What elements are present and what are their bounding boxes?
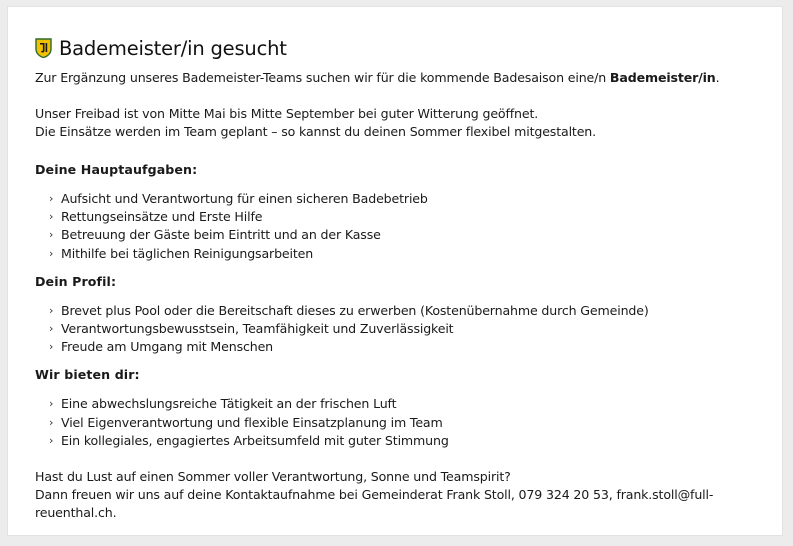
intro-paragraph (35, 69, 765, 87)
offer-list (35, 395, 765, 450)
municipal-crest-icon (35, 38, 52, 58)
season-line-2: Die Einsätze werden im Team geplant – so kannst du deinen Sommer flexibel mitgestalten. (35, 124, 596, 139)
section-heading-profile: Dein Profil: (35, 273, 117, 289)
chevron-right-icon: › (49, 210, 54, 224)
job-posting-card (7, 6, 783, 536)
list-item-text: Eine abwechslungsreiche Tätigkeit an der frischen Luft (61, 396, 397, 412)
list-item (49, 245, 765, 263)
list-item (49, 414, 765, 432)
list-item (49, 338, 765, 356)
closing-paragraph (35, 468, 765, 522)
list-item-text: Betreuung der Gäste beim Eintritt und an der Kasse (61, 227, 381, 243)
chevron-right-icon: › (49, 228, 54, 242)
list-item-text: Rettungseinsätze und Erste Hilfe (61, 209, 263, 225)
section-heading-tasks: Deine Hauptaufgaben: (35, 162, 198, 177)
chevron-right-icon: › (49, 433, 54, 447)
closing-line-2: Dann freuen wir uns auf deine Kontaktaufnahme bei Gemeinderat Frank Stoll, 079 324 20 53, frank.stoll@full-reuenthal.ch. (35, 487, 714, 521)
list-item-text: Freude am Umgang mit Menschen (61, 339, 274, 355)
list-item-text: Verantwortungsbewusstsein, Teamfähigkeit und Zuverlässigkeit (61, 321, 454, 337)
chevron-right-icon: › (49, 340, 54, 354)
list-item (49, 320, 765, 338)
list-item-text: Aufsicht und Verantwortung für einen sicheren Badebetrieb (61, 191, 428, 206)
section-heading-offer: Wir bieten dir: (35, 367, 140, 383)
list-item (49, 208, 765, 226)
list-item-text: Ein kollegiales, engagiertes Arbeitsumfeld mit guter Stimmung (61, 432, 449, 448)
list-item-text: Viel Eigenverantwortung und flexible Einsatzplanung im Team (61, 414, 443, 430)
task-list (35, 190, 765, 263)
title-row (35, 35, 765, 61)
chevron-right-icon: › (49, 192, 54, 205)
season-line-1: Unser Freibad ist von Mitte Mai bis Mitte September bei guter Witterung geöffnet. (35, 106, 539, 121)
job-posting-content (35, 35, 765, 522)
chevron-right-icon: › (49, 303, 54, 317)
chevron-right-icon: › (49, 322, 54, 336)
list-item (49, 190, 765, 208)
intro-highlight: Bademeister/in (609, 70, 716, 85)
chevron-right-icon: › (49, 415, 54, 429)
list-item-text: Brevet plus Pool oder die Bereitschaft dieses zu erwerben (Kostenübernahme durch Gemeinde) (61, 302, 649, 318)
list-item (49, 395, 765, 413)
list-item (49, 432, 765, 450)
chevron-right-icon: › (49, 397, 54, 411)
list-item-text: Mithilfe bei täglichen Reinigungsarbeiten (61, 245, 314, 261)
page-title: Bademeister/in gesucht (59, 36, 287, 60)
intro-text: Zur Ergänzung unseres Bademeister-Teams suchen wir für die kommende Badesaison eine/n (35, 70, 610, 85)
chevron-right-icon: › (49, 246, 54, 260)
list-item (49, 226, 765, 244)
profile-list (35, 302, 765, 357)
list-item (49, 302, 765, 320)
season-paragraph (35, 105, 765, 141)
intro-end: . (715, 70, 720, 85)
closing-line-1: Hast du Lust auf einen Sommer voller Verantwortung, Sonne und Teamspirit? (35, 469, 511, 485)
